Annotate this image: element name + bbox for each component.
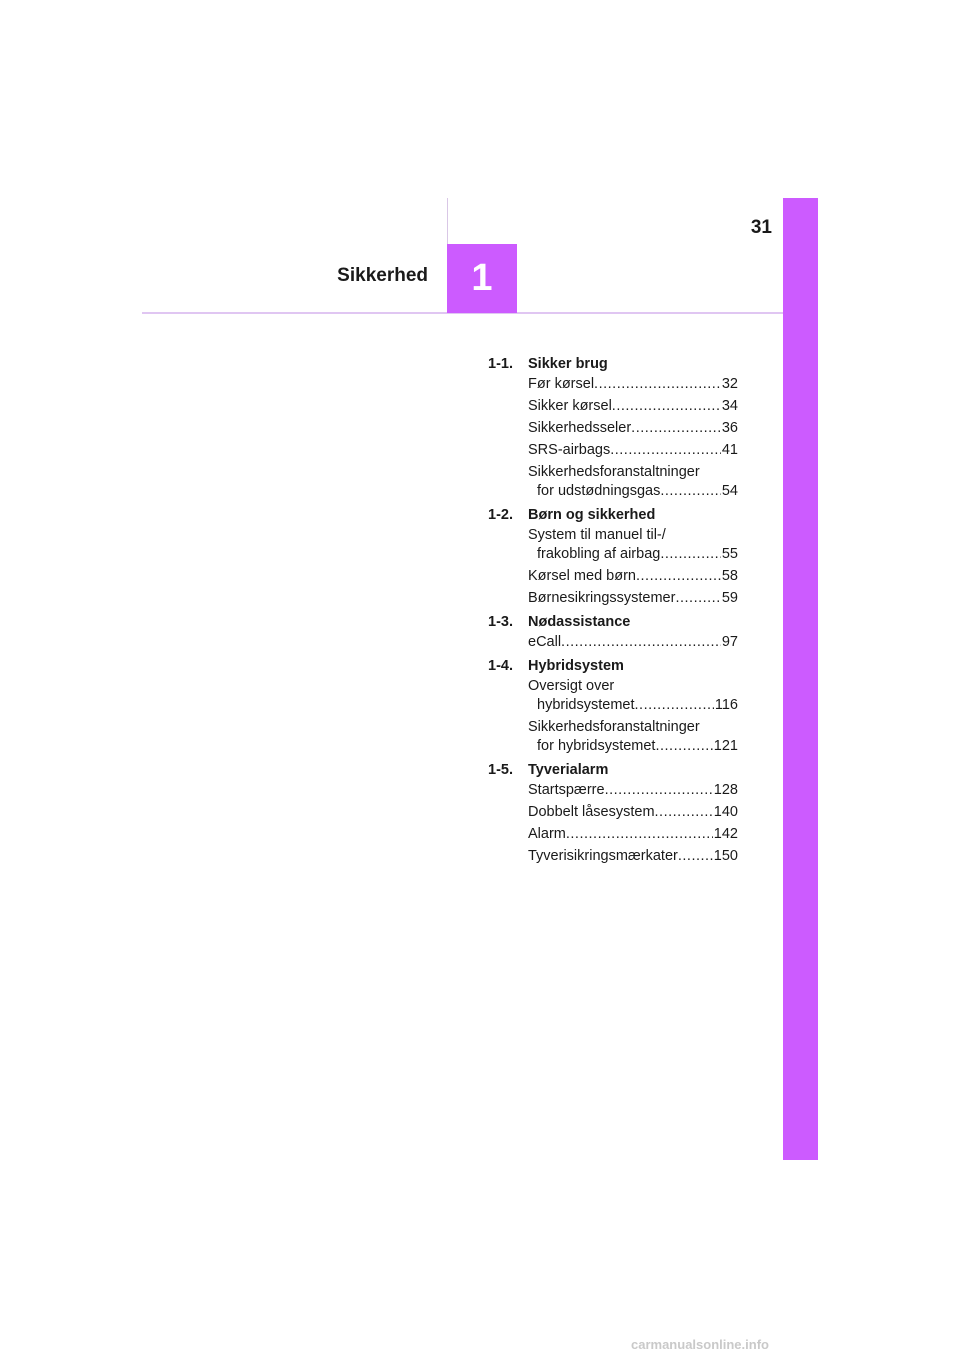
toc-entry-page: 59 — [721, 590, 738, 606]
toc-entry-page: 55 — [721, 546, 738, 562]
toc-section — [488, 611, 738, 652]
toc-entry-page: 142 — [713, 826, 738, 842]
toc-section — [488, 353, 738, 501]
toc-section — [488, 655, 738, 756]
toc-entry[interactable] — [528, 847, 738, 866]
toc-entry[interactable] — [528, 677, 738, 715]
toc-entry-page: 58 — [721, 568, 738, 584]
toc-leader-dots — [660, 482, 721, 501]
chapter-number-badge — [447, 244, 517, 313]
toc-section-heading[interactable] — [488, 759, 738, 781]
toc-entry-page: 32 — [721, 376, 738, 392]
toc-entry-page: 121 — [713, 738, 738, 754]
toc-leader-dots — [594, 375, 721, 394]
toc-entry[interactable] — [528, 397, 738, 416]
toc-leader-dots — [660, 545, 721, 564]
toc-section-title: Hybridsystem — [528, 658, 624, 674]
toc-entry-page: 54 — [721, 483, 738, 499]
toc-leader-dots — [612, 397, 721, 416]
toc-entry-text: Tyverisikringsmærkater — [528, 848, 678, 864]
table-of-contents — [488, 353, 738, 869]
chapter-side-tab — [783, 198, 818, 1160]
toc-leader-dots — [636, 567, 721, 586]
toc-leader-dots — [655, 803, 713, 822]
toc-entry-text: Før kørsel — [528, 376, 595, 392]
toc-leader-dots — [610, 441, 721, 460]
toc-entry-text: for hybridsystemet — [537, 738, 656, 754]
toc-entry[interactable] — [528, 567, 738, 586]
toc-section-title: Børn og sikkerhed — [528, 507, 656, 523]
toc-section-title: Nødassistance — [528, 614, 631, 630]
page-number: 31 — [750, 217, 772, 238]
toc-leader-dots — [566, 825, 713, 844]
toc-entry-page: 128 — [713, 782, 738, 798]
toc-entry-text: Startspærre — [528, 782, 605, 798]
toc-leader-dots — [631, 419, 721, 438]
toc-section-heading[interactable] — [488, 655, 738, 677]
toc-entry[interactable] — [528, 463, 738, 501]
toc-leader-dots — [605, 781, 713, 800]
toc-entry-text: Sikkerhedsforanstaltninger — [528, 464, 700, 480]
toc-entry-text: Kørsel med børn — [528, 568, 636, 584]
toc-entry[interactable] — [528, 441, 738, 460]
toc-entry[interactable] — [528, 375, 738, 394]
toc-section-heading[interactable] — [488, 504, 738, 526]
toc-entry-text: Oversigt over — [528, 678, 615, 694]
toc-entry[interactable] — [528, 419, 738, 438]
toc-entry-page: 150 — [713, 848, 738, 864]
toc-entry-text: Sikker kørsel — [528, 398, 612, 414]
toc-section-number: 1-4. — [488, 658, 513, 674]
toc-entry-text: Sikkerhedsseler — [528, 420, 632, 436]
toc-leader-dots — [561, 633, 721, 652]
toc-section-title: Sikker brug — [528, 356, 608, 372]
toc-entry[interactable] — [528, 526, 738, 564]
toc-section — [488, 759, 738, 866]
toc-section — [488, 504, 738, 608]
toc-entry-page: 140 — [713, 804, 738, 820]
toc-leader-dots — [675, 589, 720, 608]
toc-entry[interactable] — [528, 781, 738, 800]
toc-section-title: Tyverialarm — [528, 762, 609, 778]
toc-entry[interactable] — [528, 633, 738, 652]
toc-entry-text: eCall — [528, 634, 562, 650]
toc-entry-text: for udstødningsgas — [537, 483, 661, 499]
toc-leader-dots — [678, 847, 713, 866]
toc-entry-text: SRS-airbags — [528, 442, 611, 458]
toc-entry[interactable] — [528, 803, 738, 822]
toc-section-heading[interactable] — [488, 353, 738, 375]
toc-entry[interactable] — [528, 825, 738, 844]
toc-section-heading[interactable] — [488, 611, 738, 633]
toc-section-number: 1-1. — [488, 356, 513, 372]
toc-entry-text: Dobbelt låsesystem — [528, 804, 655, 820]
toc-entry[interactable] — [528, 718, 738, 756]
toc-leader-dots — [655, 737, 712, 756]
toc-leader-dots — [635, 696, 714, 715]
toc-section-number: 1-2. — [488, 507, 513, 523]
toc-section-number: 1-3. — [488, 614, 513, 630]
toc-entry-text: Børnesikringssystemer — [528, 590, 676, 606]
toc-entry-text: System til manuel til-/ — [528, 527, 666, 543]
header-divider-vertical — [447, 198, 448, 244]
toc-entry-page: 41 — [721, 442, 738, 458]
toc-section-number: 1-5. — [488, 762, 513, 778]
toc-entry-page: 97 — [721, 634, 738, 650]
watermark: carmanualsonline.info — [631, 1337, 769, 1352]
toc-entry-page: 36 — [721, 420, 738, 436]
toc-entry-text: frakobling af airbag — [537, 546, 661, 562]
chapter-number: 1 — [471, 257, 493, 299]
toc-entry-page: 34 — [721, 398, 738, 414]
toc-entry[interactable] — [528, 589, 738, 608]
toc-entry-text: Alarm — [528, 826, 566, 842]
toc-entry-text: Sikkerhedsforanstaltninger — [528, 719, 700, 735]
toc-entry-text: hybridsystemet — [537, 697, 635, 713]
chapter-title: Sikkerhed — [337, 265, 428, 286]
toc-entry-page: 116 — [714, 697, 738, 713]
